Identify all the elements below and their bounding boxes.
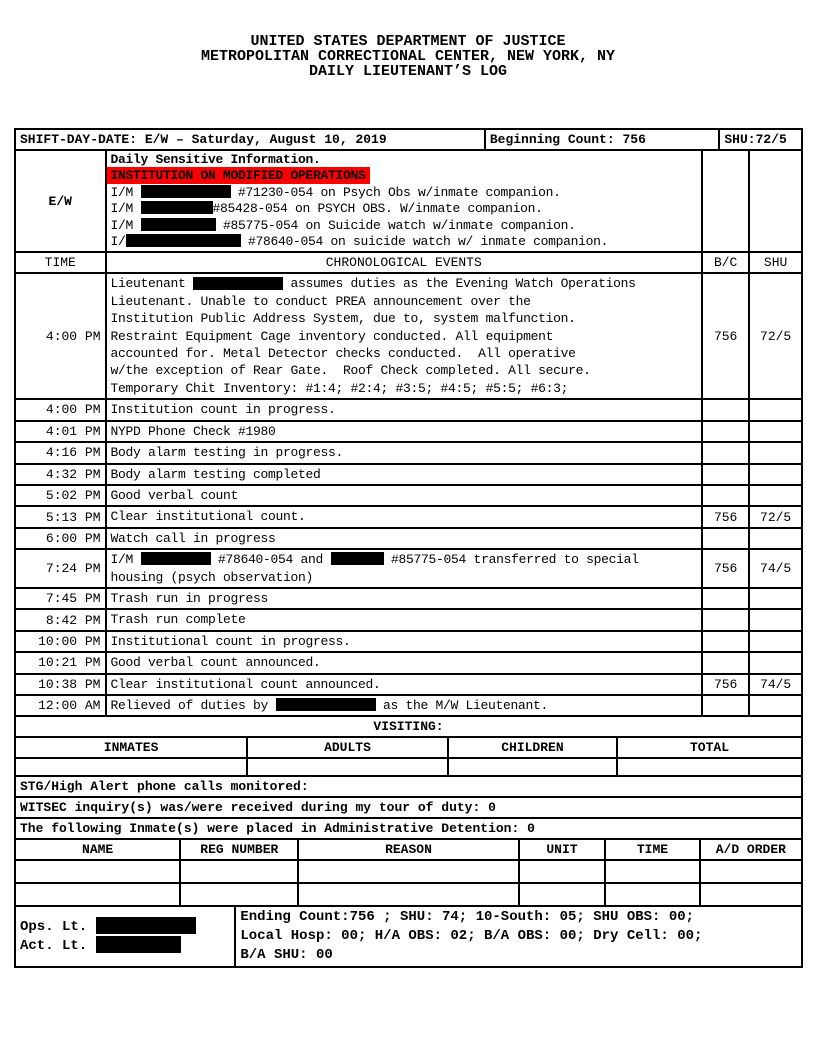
- ad-column-header: TIME: [606, 840, 700, 861]
- log-event-cell: [107, 465, 704, 486]
- text-line: [111, 201, 698, 217]
- visiting-title-table: [14, 717, 803, 738]
- log-bc-cell: [703, 465, 750, 486]
- text-run: Lieutenant: [110, 276, 194, 292]
- lieutenant-line: [20, 918, 230, 937]
- visiting-header-row: [16, 738, 803, 759]
- text-run: #85428-054 on PSYCH OBS. W/inmate companion.: [212, 201, 543, 217]
- ad-empty-cell: [16, 884, 181, 907]
- text-run: Good verbal count: [110, 487, 239, 503]
- ad-empty-cell: [520, 884, 607, 907]
- log-bc-cell: [703, 443, 750, 464]
- text-run: Body alarm testing in progress.: [110, 445, 344, 461]
- log-shu-cell: [750, 632, 803, 653]
- text-run: Ops. Lt.: [20, 918, 96, 935]
- text-line: [111, 380, 698, 397]
- text-run: Watch call in progress: [110, 530, 276, 546]
- text-run: housing (psych observation): [110, 569, 314, 585]
- redaction-block: [141, 185, 231, 198]
- log-header-events: CHRONOLOGICAL EVENTS: [107, 253, 704, 274]
- log-bc-cell: [703, 486, 750, 507]
- text-line: [111, 185, 698, 201]
- text-run: #78640-054 on suicide watch w/ inmate companion.: [240, 234, 609, 250]
- ending-count-line: B/A SHU: 00: [240, 947, 333, 964]
- log-shu-cell: [750, 400, 803, 421]
- log-event-cell: [107, 443, 704, 464]
- log-shu-cell: [750, 589, 803, 610]
- log-event-cell: [107, 653, 704, 674]
- visiting-table: [14, 738, 803, 777]
- text-line: [111, 444, 698, 461]
- visiting-column-header: INMATES: [16, 738, 248, 759]
- log-shu-cell: 74/5: [750, 675, 803, 696]
- ad-empty-cell: [181, 884, 299, 907]
- log-bc-cell: 756: [703, 550, 750, 589]
- log-bc-cell: [703, 610, 750, 631]
- log-event-cell: [107, 400, 704, 421]
- log-shu-cell: [750, 422, 803, 443]
- log-row: [16, 632, 803, 653]
- log-row: [16, 550, 803, 589]
- visiting-column-header: TOTAL: [618, 738, 803, 759]
- log-event-cell: [107, 696, 704, 717]
- visiting-value-cell: [248, 759, 449, 777]
- log-bc-cell: 756: [703, 274, 750, 400]
- ad-empty-cell: [299, 861, 519, 884]
- visiting-title: VISITING:: [16, 717, 803, 738]
- redaction-block: [276, 698, 376, 711]
- text-run: Institutional count in progress.: [110, 633, 351, 649]
- ad-empty-cell: [16, 861, 181, 884]
- visiting-value-cell: [618, 759, 803, 777]
- ad-empty-cell: [299, 884, 519, 907]
- log-event-cell: [107, 610, 704, 631]
- text-line: [111, 530, 698, 547]
- log-event-cell: [107, 589, 704, 610]
- redaction-block: [141, 201, 213, 214]
- text-run: assumes duties as the Evening Watch Operations: [283, 276, 636, 292]
- text-run: Trash run complete: [110, 612, 246, 628]
- text-line: [111, 676, 698, 693]
- text-run: I/M: [110, 184, 141, 200]
- text-line: [111, 275, 698, 292]
- text-line: [111, 569, 698, 586]
- note-text: The following Inmate(s) were placed in Administrative Detention: 0: [16, 819, 803, 840]
- text-line: [111, 466, 698, 483]
- ad-empty-row: [16, 884, 803, 907]
- text-line: [111, 551, 698, 568]
- log-time-cell: 10:38 PM: [16, 675, 107, 696]
- log-time-cell: 7:24 PM: [16, 550, 107, 589]
- text-run: Trash run in progress: [110, 590, 269, 606]
- title-line-agency: UNITED STATES DEPARTMENT OF JUSTICE: [250, 33, 566, 50]
- log-bc-cell: 756: [703, 507, 750, 528]
- text-run: Institution Public Address System, due to, system malfunction.: [110, 311, 576, 327]
- log-row: [16, 507, 803, 528]
- redaction-block: [193, 277, 283, 290]
- text-run: Act. Lt.: [20, 937, 96, 954]
- log-row: [16, 696, 803, 717]
- text-run: I/M: [110, 217, 141, 233]
- log-bc-cell: [703, 422, 750, 443]
- note-row: [16, 819, 803, 840]
- sensitive-bc-cell: [703, 151, 750, 253]
- log-bc-cell: [703, 653, 750, 674]
- text-run: Relieved of duties by: [110, 697, 276, 713]
- text-run: Clear institutional count announced.: [110, 676, 381, 692]
- visiting-value-cell: [449, 759, 618, 777]
- redaction-block: [126, 234, 241, 247]
- text-run: #85775-054 on Suicide watch w/inmate companion.: [215, 217, 576, 233]
- log-shu-cell: [750, 610, 803, 631]
- title-line-facility: METROPOLITAN CORRECTIONAL CENTER, NEW YORK, NY: [200, 48, 616, 65]
- text-run: #71230-054 on Psych Obs w/inmate companion.: [230, 184, 561, 200]
- text-run: Body alarm testing completed: [110, 466, 321, 482]
- log-event-cell: [107, 550, 704, 589]
- log-row: [16, 675, 803, 696]
- text-line: [111, 152, 698, 168]
- ad-empty-cell: [520, 861, 607, 884]
- shu-count: SHU:72/5: [720, 130, 803, 151]
- text-line: [111, 328, 698, 345]
- shift-day-date: SHIFT-DAY-DATE: E/W – Saturday, August 10, 2019: [16, 130, 486, 151]
- log-row: [16, 422, 803, 443]
- note-row: [16, 798, 803, 819]
- document-header: [0, 0, 816, 79]
- log-row: [16, 443, 803, 464]
- ending-counts-cell: [236, 907, 803, 968]
- log-time-cell: 12:00 AM: [16, 696, 107, 717]
- text-line: [111, 310, 698, 327]
- text-run: accounted for. Metal Detector checks conducted. All operative: [110, 346, 576, 362]
- text-run: I/M: [110, 201, 141, 217]
- visiting-column-header: ADULTS: [248, 738, 449, 759]
- note-text: STG/High Alert phone calls monitored:: [16, 777, 803, 798]
- text-line: [111, 218, 698, 234]
- shift-header-table: [14, 128, 803, 151]
- beginning-count: Beginning Count: 756: [486, 130, 721, 151]
- log-event-cell: [107, 529, 704, 550]
- redaction-block: [141, 218, 216, 231]
- log-shu-cell: [750, 529, 803, 550]
- log-time-cell: 5:02 PM: [16, 486, 107, 507]
- text-run: Temporary Chit Inventory: #1:4; #2:4; #3:5; #4:5; #5:5; #6:3;: [110, 380, 569, 396]
- ad-empty-cell: [701, 884, 803, 907]
- log-time-cell: 4:16 PM: [16, 443, 107, 464]
- highlighted-text: INSTITUTION ON MODIFIED OPERATIONS: [107, 167, 370, 184]
- text-run: Clear institutional count.: [110, 509, 306, 525]
- chronological-log-table: [14, 253, 803, 717]
- text-line: [111, 654, 698, 671]
- log-time-cell: 4:01 PM: [16, 422, 107, 443]
- log-bc-cell: [703, 529, 750, 550]
- ad-table: [14, 840, 803, 907]
- text-line: [111, 345, 698, 362]
- notes-table: [14, 777, 803, 840]
- log-shu-cell: [750, 465, 803, 486]
- text-run: Lieutenant. Unable to conduct PREA announcement over the: [110, 293, 531, 309]
- log-shu-cell: [750, 696, 803, 717]
- log-row: [16, 610, 803, 631]
- ending-count-line: Ending Count:756 ; SHU: 74; 10-South: 05; SHU OBS: 00;: [240, 909, 695, 926]
- redaction-block: [96, 917, 196, 934]
- log-shu-cell: [750, 653, 803, 674]
- ad-column-header: NAME: [16, 840, 181, 861]
- visiting-column-header: CHILDREN: [449, 738, 618, 759]
- text-run: Daily Sensitive Information.: [110, 152, 321, 167]
- visiting-value-cell: [16, 759, 248, 777]
- text-run: #85775-054 transferred to special: [383, 552, 639, 568]
- log-header-time: TIME: [16, 253, 107, 274]
- log-bc-cell: [703, 632, 750, 653]
- ad-empty-cell: [701, 861, 803, 884]
- log-row: [16, 529, 803, 550]
- log-header-bc: B/C: [703, 253, 750, 274]
- lieutenants-cell: [16, 907, 236, 968]
- text-run: #78640-054 and: [210, 552, 331, 568]
- log-shu-cell: 74/5: [750, 550, 803, 589]
- sensitive-shu-cell: [750, 151, 803, 253]
- log-document: [14, 128, 803, 968]
- text-line: [111, 633, 698, 650]
- sensitive-info-table: [14, 151, 803, 253]
- log-bc-cell: [703, 696, 750, 717]
- log-event-cell: [107, 632, 704, 653]
- log-bc-cell: 756: [703, 675, 750, 696]
- text-run: I/: [110, 234, 126, 250]
- log-event-cell: [107, 486, 704, 507]
- text-run: Good verbal count announced.: [110, 655, 321, 671]
- text-run: NYPD Phone Check #1980: [110, 423, 276, 439]
- log-shu-cell: 72/5: [750, 274, 803, 400]
- log-event-cell: [107, 675, 704, 696]
- text-run: I/M: [110, 552, 141, 568]
- log-time-cell: 4:32 PM: [16, 465, 107, 486]
- text-line: [111, 590, 698, 607]
- log-bc-cell: [703, 589, 750, 610]
- visiting-value-row: [16, 759, 803, 777]
- ad-header-row: [16, 840, 803, 861]
- text-run: w/the exception of Rear Gate. Roof Check completed. All secure.: [110, 363, 591, 379]
- log-row: [16, 486, 803, 507]
- log-time-cell: 4:00 PM: [16, 274, 107, 400]
- log-header-shu: SHU: [750, 253, 803, 274]
- log-time-cell: 8:42 PM: [16, 610, 107, 631]
- log-time-cell: 6:00 PM: [16, 529, 107, 550]
- text-run: Institution count in progress.: [110, 402, 336, 418]
- title-line-doctype: DAILY LIEUTENANT’S LOG: [308, 63, 508, 80]
- ad-column-header: REASON: [299, 840, 519, 861]
- log-bc-cell: [703, 400, 750, 421]
- log-time-cell: 7:45 PM: [16, 589, 107, 610]
- text-line: [111, 487, 698, 504]
- ad-empty-cell: [606, 884, 700, 907]
- text-run: as the M/W Lieutenant.: [375, 697, 549, 713]
- redaction-block: [331, 552, 384, 565]
- log-event-cell: [107, 274, 704, 400]
- ad-empty-cell: [606, 861, 700, 884]
- log-row: [16, 589, 803, 610]
- text-line: [111, 401, 698, 418]
- log-shu-cell: 72/5: [750, 507, 803, 528]
- redaction-block: [96, 936, 181, 953]
- note-row: [16, 777, 803, 798]
- text-line: [111, 423, 698, 440]
- ad-empty-row: [16, 861, 803, 884]
- log-header-row: [16, 253, 803, 274]
- text-run: Restraint Equipment Cage inventory conducted. All equipment: [110, 328, 554, 344]
- text-line: [111, 168, 698, 184]
- text-line: [111, 508, 698, 525]
- text-line: [111, 293, 698, 310]
- text-line: [111, 611, 698, 628]
- ad-column-header: REG NUMBER: [181, 840, 299, 861]
- sensitive-info-cell: [107, 151, 704, 253]
- log-row: [16, 274, 803, 400]
- text-line: [111, 697, 698, 714]
- log-event-cell: [107, 422, 704, 443]
- log-time-cell: 5:13 PM: [16, 507, 107, 528]
- redaction-block: [141, 552, 211, 565]
- text-line: [111, 234, 698, 250]
- shift-label: E/W: [16, 151, 107, 253]
- ad-empty-cell: [181, 861, 299, 884]
- log-event-cell: [107, 507, 704, 528]
- log-row: [16, 400, 803, 421]
- log-shu-cell: [750, 443, 803, 464]
- log-time-cell: 4:00 PM: [16, 400, 107, 421]
- log-row: [16, 653, 803, 674]
- log-time-cell: 10:00 PM: [16, 632, 107, 653]
- lieutenant-line: [20, 937, 230, 956]
- footer-table: [14, 907, 803, 968]
- log-row: [16, 465, 803, 486]
- text-line: [111, 362, 698, 379]
- log-shu-cell: [750, 486, 803, 507]
- ad-column-header: A/D ORDER: [701, 840, 803, 861]
- ad-column-header: UNIT: [520, 840, 607, 861]
- log-time-cell: 10:21 PM: [16, 653, 107, 674]
- ending-count-line: Local Hosp: 00; H/A OBS: 02; B/A OBS: 00; Dry Cell: 00;: [240, 928, 703, 945]
- note-text: WITSEC inquiry(s) was/were received during my tour of duty: 0: [16, 798, 803, 819]
